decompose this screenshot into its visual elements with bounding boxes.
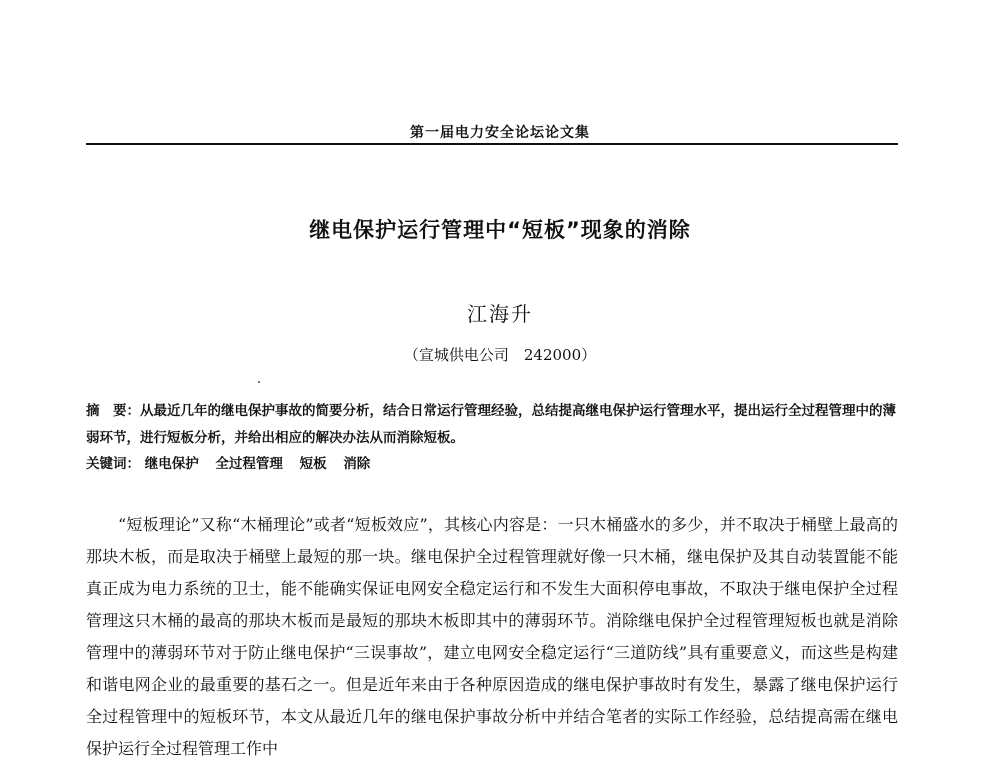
- author-affiliation: （宣城供电公司 242000）: [403, 346, 597, 364]
- author-name: 江海升: [467, 302, 533, 326]
- abstract-label: 摘 要：: [86, 403, 140, 419]
- keyword-item: 全过程管理: [215, 456, 283, 472]
- abstract-text: 从最近几年的继电保护事故的简要分析，结合日常运行管理经验，总结提高继电保护运行管理水平，提出运行全过程管理中的薄弱环节，进行短板分析，并给出相应的解决办法从而消除短板。: [86, 403, 896, 446]
- keyword-item: 消除: [343, 456, 371, 472]
- header-rule: [86, 143, 898, 145]
- keyword-item: 短板: [299, 456, 327, 472]
- abstract: [86, 398, 898, 452]
- scan-speck: [258, 381, 260, 383]
- keyword-item: 继电保护: [144, 456, 199, 472]
- keywords-label: 关键词：: [86, 456, 140, 472]
- paper-title: 继电保护运行管理中“短板”现象的消除: [309, 218, 691, 242]
- running-header: 第一届电力安全论坛论文集: [410, 125, 590, 141]
- keywords: [86, 452, 898, 476]
- body-paragraph: “短板理论”又称“木桶理论”或者“短板效应”，其核心内容是：一只木桶盛水的多少，并不取决于桶壁上最高的那块木板，而是取决于桶壁上最短的那一块。继电保护全过程管理就好像一只木桶，继电保护及其自动装置能不能真正成为电力系统的卫士，能不能确实保证电网安全稳定运行和不发生大面积停电事故，不取决于继电保护全过程管理这只木桶的最高的那块木板而是最短的那块木板即其中的薄弱环节。消除继电保护全过程管理短板也就是消除管理中的薄弱环节对于防止继电保护“三误事故”，建立电网安全稳定运行“三道防线”具有重要意义，而这些是构建和谐电网企业的最重要的基石之一。但是近年来由于各种原因造成的继电保护事故时有发生，暴露了继电保护运行全过程管理中的短板环节，本文从最近几年的继电保护事故分析中并结合笔者的实际工作经验，总结提高需在继电保护运行全过程管理工作中: [86, 515, 898, 758]
